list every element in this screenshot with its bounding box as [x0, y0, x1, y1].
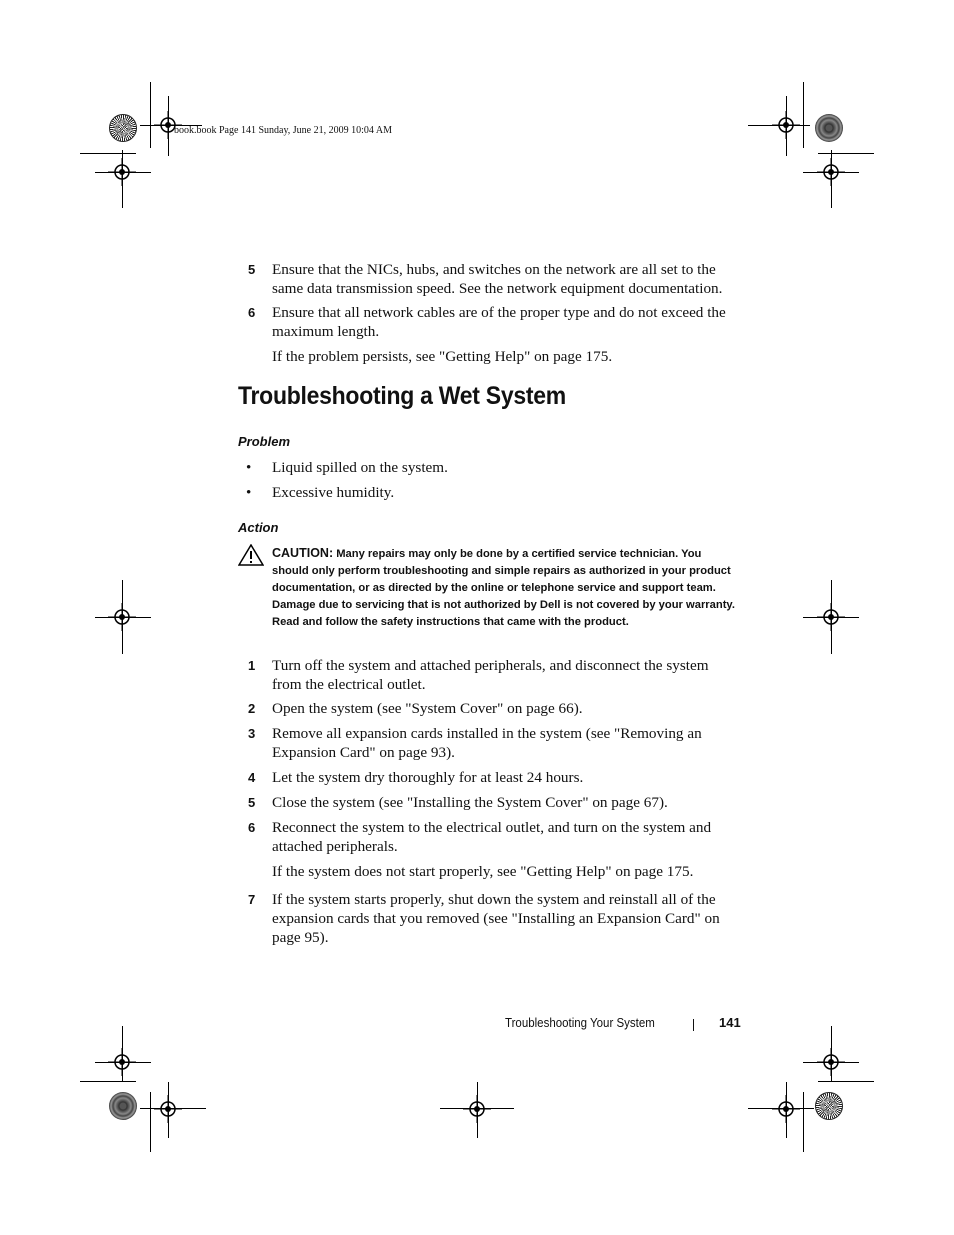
registration-target-icon [105, 155, 139, 189]
caution-label: CAUTION: [272, 546, 334, 560]
step-number: 1 [248, 658, 256, 673]
color-bar-icon [109, 1092, 137, 1120]
step-number: 6 [248, 305, 256, 320]
bullet-text: Liquid spilled on the system. [272, 459, 448, 476]
registration-target-icon [151, 1092, 185, 1126]
step-text: Turn off the system and attached peripherals, and disconnect the system from the electrical outlet. [272, 657, 709, 693]
color-bar-icon [815, 114, 843, 142]
registration-target-icon [460, 1092, 494, 1126]
registration-target-icon [814, 600, 848, 634]
page-number: 141 [719, 1015, 741, 1030]
registration-target-icon [105, 600, 139, 634]
action-heading: Action [238, 520, 279, 535]
footer-divider [693, 1019, 694, 1031]
registration-target-icon [769, 1092, 803, 1126]
step-text: If the system starts properly, shut down the system and reinstall all of the expansion cards that you removed (see "Installing an Expansion Card" on page 95). [272, 891, 720, 946]
bullet-icon: • [246, 459, 252, 476]
problem-heading: Problem [238, 434, 291, 449]
step-number: 3 [248, 726, 256, 741]
caution-text: Many repairs may only be done by a certified service technician. You should only perform troubleshooting and simple repairs as authorized in your product documentation, or as directed by the online or telephone service and support team. Damage due to servicing that is not authorized by Dell is not covered by your warranty. Read and follow the safety instructions that came with the product. [272, 548, 735, 628]
warning-triangle-icon [238, 544, 264, 566]
note-text: If the problem persists, see "Getting Help" on page 175. [272, 348, 613, 365]
registration-target-icon [105, 1045, 139, 1079]
step-text: Remove all expansion cards installed in the system (see "Removing an Expansion Card" on page 93). [272, 725, 702, 761]
registration-target-icon [814, 1045, 848, 1079]
registration-target-icon [814, 155, 848, 189]
step-number: 5 [248, 262, 256, 277]
color-bar-icon [109, 114, 137, 142]
step-text: Let the system dry thoroughly for at least 24 hours. [272, 769, 584, 786]
step-text: Ensure that the NICs, hubs, and switches on the network are all set to the same data transmission speed. See the network equipment documentation. [272, 261, 723, 297]
step-number: 6 [248, 820, 256, 835]
color-bar-icon [815, 1092, 843, 1120]
step-text: Close the system (see "Installing the System Cover" on page 67). [272, 794, 668, 811]
bullet-text: Excessive humidity. [272, 484, 395, 501]
print-header-note: book.book Page 141 Sunday, June 21, 2009 10:04 AM [174, 125, 392, 136]
registration-target-icon [769, 108, 803, 142]
step-number: 5 [248, 795, 256, 810]
note-text: If the system does not start properly, see "Getting Help" on page 175. [272, 863, 694, 880]
step-text: Reconnect the system to the electrical outlet, and turn on the system and attached peripherals. [272, 819, 712, 855]
step-number: 7 [248, 892, 256, 907]
step-text: Open the system (see "System Cover" on page 66). [272, 700, 583, 717]
bullet-icon: • [246, 484, 252, 501]
footer-chapter-title: Troubleshooting Your System [505, 1016, 655, 1030]
step-number: 4 [248, 770, 256, 785]
step-text: Ensure that all network cables are of the proper type and do not exceed the maximum length. [272, 304, 726, 340]
section-title: Troubleshooting a Wet System [238, 382, 566, 410]
step-number: 2 [248, 701, 256, 716]
